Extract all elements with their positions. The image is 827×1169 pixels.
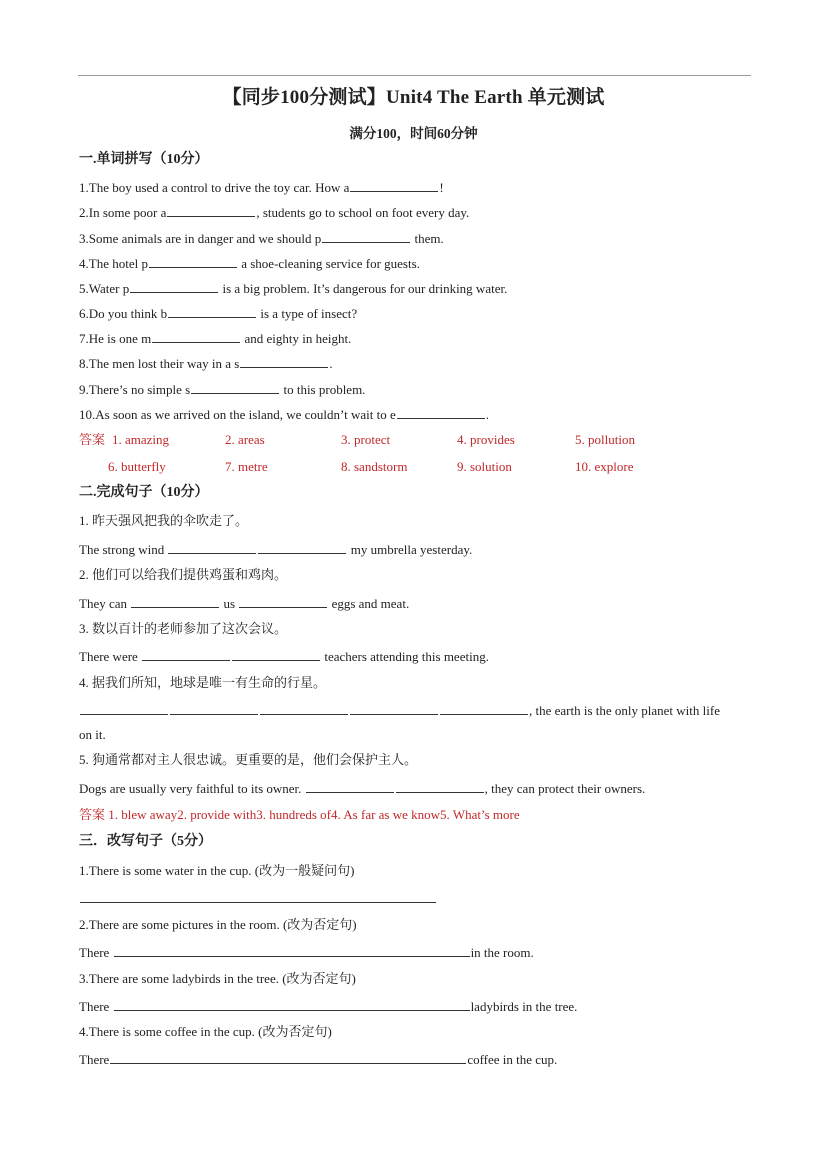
answer-blank[interactable] [168, 304, 256, 318]
answer-item: 1. amazing [112, 432, 170, 447]
answer-blank[interactable] [130, 279, 218, 293]
answer-blank[interactable] [80, 889, 436, 903]
question-9: 9.There’s no simple s to this problem. [79, 382, 366, 397]
page-title: 【同步100分测试】Unit4 The Earth 单元测试 [222, 87, 605, 108]
answer-blank[interactable] [322, 229, 410, 243]
answer-blank[interactable] [131, 594, 219, 608]
sentence-4-chinese: 4. 据我们所知，地球是唯一有生命的行星。 [79, 675, 327, 690]
answer-blank[interactable] [114, 997, 470, 1011]
answer-blank[interactable] [167, 203, 255, 217]
rewrite-3-answer: There ladybirds in the tree. [79, 999, 578, 1014]
answer-blank[interactable] [110, 1050, 466, 1064]
sentence-1-chinese: 1. 昨天强风把我的伞吹走了。 [79, 513, 249, 528]
question-4: 4.The hotel p a shoe-cleaning service for guests. [79, 256, 420, 271]
answer-item: 3. protect [341, 432, 391, 447]
answer-blank[interactable] [168, 540, 256, 554]
question-7: 7.He is one m and eighty in height. [79, 331, 352, 346]
sentence-1: The strong wind my umbrella yesterday. [79, 542, 473, 557]
sentence-4: , the earth is the only planet with life [79, 701, 720, 720]
answer-blank[interactable] [232, 647, 320, 661]
question-2: 2.In some poor a , students go to school on foot every day. [79, 205, 470, 220]
question-1: 1.The boy used a control to drive the toy car. How a ! [79, 180, 444, 195]
answer-blank[interactable] [396, 779, 484, 793]
sentence-2-chinese: 2. 他们可以给我们提供鸡蛋和鸡肉。 [79, 567, 288, 582]
rewrite-1-question: 1.There is some water in the cup. (改为一般疑问句) [79, 863, 355, 878]
section3-heading: 三．改写句子（5分） [79, 834, 212, 849]
answer-item: 7. metre [225, 459, 268, 474]
page-subtitle: 满分100，时间60分钟 [349, 126, 478, 141]
answer-blank[interactable] [350, 178, 438, 192]
rewrite-1-answer [79, 889, 437, 908]
answer-blank[interactable] [114, 943, 470, 957]
answer-blank[interactable] [170, 701, 258, 715]
sentence-4-continued: on it. [79, 727, 106, 742]
answer-item: 5. pollution [575, 432, 635, 447]
answer-blank[interactable] [260, 701, 348, 715]
question-5: 5.Water p is a big problem. It’s dangerous for our drinking water. [79, 281, 508, 296]
answer-blank[interactable] [258, 540, 346, 554]
answer-blank[interactable] [306, 779, 394, 793]
answer-item: 4. provides [457, 432, 515, 447]
rewrite-4-answer: There coffee in the cup. [79, 1052, 558, 1067]
question-10: 10.As soon as we arrived on the island, we couldn’t wait to e . [79, 407, 489, 422]
sentence-3: There were teachers attending this meeting. [79, 649, 489, 664]
rewrite-2-question: 2.There are some pictures in the room. (改为否定句) [79, 917, 357, 932]
rewrite-4-question: 4.There is some coffee in the cup. (改为否定句) [79, 1024, 332, 1039]
section1-answers [79, 431, 759, 475]
answer-item: 9. solution [457, 459, 512, 474]
answer-blank[interactable] [239, 594, 327, 608]
section2-heading: 二.完成句子（10分） [79, 485, 209, 500]
section2-answers: 答案 1. blew away2. provide with3. hundreds of4. As far as we know5. What’s more [79, 807, 520, 822]
answer-blank[interactable] [152, 329, 240, 343]
answer-blank[interactable] [397, 405, 485, 419]
sentence-2: They can us eggs and meat. [79, 596, 410, 611]
answer-item: 10. explore [575, 459, 634, 474]
question-8: 8.The men lost their way in a s . [79, 356, 333, 371]
answer-item: 2. areas [225, 432, 265, 447]
answer-blank[interactable] [149, 254, 237, 268]
answer-blank[interactable] [80, 701, 168, 715]
question-6: 6.Do you think b is a type of insect? [79, 306, 358, 321]
sentence-5: Dogs are usually very faithful to its owner. , they can protect their owners. [79, 781, 646, 796]
rewrite-2-answer: There in the room. [79, 945, 534, 960]
answer-blank[interactable] [191, 380, 279, 394]
answer-blank[interactable] [350, 701, 438, 715]
answer-blank[interactable] [142, 647, 230, 661]
answer-item: 8. sandstorm [341, 459, 408, 474]
answer-blank[interactable] [240, 354, 328, 368]
sentence-3-chinese: 3. 数以百计的老师参加了这次会议。 [79, 621, 288, 636]
section1-heading: 一.单词拼写（10分） [79, 152, 209, 167]
question-3: 3.Some animals are in danger and we should p them. [79, 231, 444, 246]
answer-blank[interactable] [440, 701, 528, 715]
answer-label: 答案 [79, 432, 106, 447]
rewrite-3-question: 3.There are some ladybirds in the tree. (改为否定句) [79, 971, 356, 986]
answer-item: 6. butterfly [108, 459, 166, 474]
sentence-5-chinese: 5. 狗通常都对主人很忠诚。更重要的是，他们会保护主人。 [79, 752, 418, 767]
header-rule [78, 75, 751, 76]
